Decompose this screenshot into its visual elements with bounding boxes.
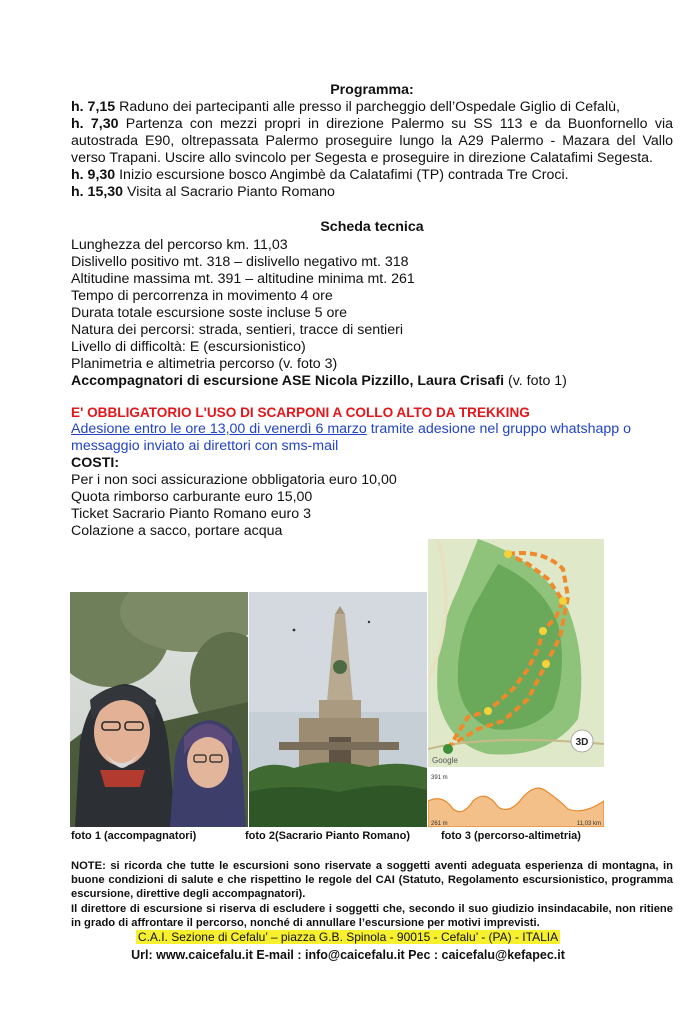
photo-percorso — [428, 539, 604, 827]
elevation-top: 391 m — [431, 775, 448, 781]
adesione-link[interactable]: Adesione entro le ore 13,00 di venerdì 6 marzo — [71, 421, 367, 437]
costi-line: Colazione a sacco, portare acqua — [71, 523, 283, 539]
note-paragraph: Il direttore di escursione si riserva di escludere i soggetti che, secondo il suo giudizio insindacabile, non ritiene in grado di affrontare il percorso, nonché di annullare l’escursione per motivi imprevisti. — [71, 903, 673, 929]
note-paragraph: NOTE: si ricorda che tutte le escursioni sono riservate a soggetti aventi adeguata esperienza di montagna, in buone condizioni di salute e che rispettino le regole del CAI (Statuto, Regolamento escursionistico, programma escursione, direttive degli accompagnatori). — [71, 860, 673, 900]
footer-contacts: Url: www.caicefalu.it E-mail : info@caicefalu.it Pec : caicefalu@kefapec.it — [131, 948, 565, 962]
scheda-line: Natura dei percorsi: strada, sentieri, tracce di sentieri — [71, 322, 403, 338]
programma-list — [71, 99, 673, 201]
footer-address: C.A.I. Sezione di Cefalu’ – piazza G.B. Spinola - 90015 - Cefalu’ - (PA) - ITALIA — [137, 930, 559, 944]
costi-line: Quota rimborso carburante euro 15,00 — [71, 489, 313, 505]
costi-line: Ticket Sacrario Pianto Romano euro 3 — [71, 506, 311, 522]
elevation-bottom-right: 11,03 km — [576, 821, 601, 827]
photo-sacrario — [249, 592, 427, 827]
scheda-line: Tempo di percorrenza in movimento 4 ore — [71, 288, 333, 304]
map-3d-label: 3D — [575, 737, 589, 748]
scheda-line: Altitudine massima mt. 391 – altitudine minima mt. 261 — [71, 271, 415, 287]
programma-title: Programma: — [330, 82, 414, 98]
google-label: Google — [432, 756, 458, 765]
programma-item: h. 9,30 Inizio escursione bosco Angimbè da Calatafimi (TP) contrada Tre Croci. — [71, 167, 569, 183]
photo-accompagnatori — [70, 592, 248, 827]
accompagnatori: Accompagnatori di escursione ASE Nicola Pizzillo, Laura Crisafi (v. foto 1) — [71, 373, 567, 389]
costi-title: COSTI: — [71, 455, 120, 471]
scheda-line: Livello di difficoltà: E (escursionistico) — [71, 339, 306, 355]
caption-foto3: foto 3 (percorso-altimetria) — [441, 830, 581, 842]
caption-foto2: foto 2(Sacrario Pianto Romano) — [245, 830, 411, 842]
scheda-line: Dislivello positivo mt. 318 – dislivello negativo mt. 318 — [71, 254, 409, 270]
programma-item: h. 15,30 Visita al Sacrario Pianto Romano — [71, 184, 335, 200]
scheda-line: Lunghezza del percorso km. 11,03 — [71, 237, 288, 253]
adesione-text: Adesione entro le ore 13,00 di venerdì 6 marzo tramite adesione nel gruppo whatshapp o messaggio inviato ai direttori con sms-mail — [71, 421, 631, 454]
scheda-lines — [71, 237, 673, 390]
warning-text: E' OBBLIGATORIO L'USO DI SCARPONI A COLLO ALTO DA TREKKING — [71, 405, 530, 420]
costi-line: Per i non soci assicurazione obbligatoria euro 10,00 — [71, 472, 397, 488]
programma-item: h. 7,15 Raduno dei partecipanti alle presso il parcheggio dell’Ospedale Giglio di Cefalù, — [71, 99, 620, 115]
elevation-bottom-left: 261 m — [431, 821, 448, 827]
scheda-title: Scheda tecnica — [320, 219, 424, 235]
programma-item: h. 7,30 Partenza con mezzi propri in direzione Palermo su SS 113 e da Buonfornello via autostrada E90, oltrepassata Palermo proseguire lungo la A29 Palermo - Mazara del Vallo verso Trapani. Uscire allo svincolo per Segesta e proseguire in direzione Calatafimi Segesta. — [71, 116, 673, 166]
caption-foto1: foto 1 (accompagnatori) — [71, 830, 197, 842]
scheda-line: Durata totale escursione soste incluse 5 ore — [71, 305, 348, 321]
costi-section — [71, 455, 673, 540]
scheda-line: Planimetria e altimetria percorso (v. foto 3) — [71, 356, 338, 372]
